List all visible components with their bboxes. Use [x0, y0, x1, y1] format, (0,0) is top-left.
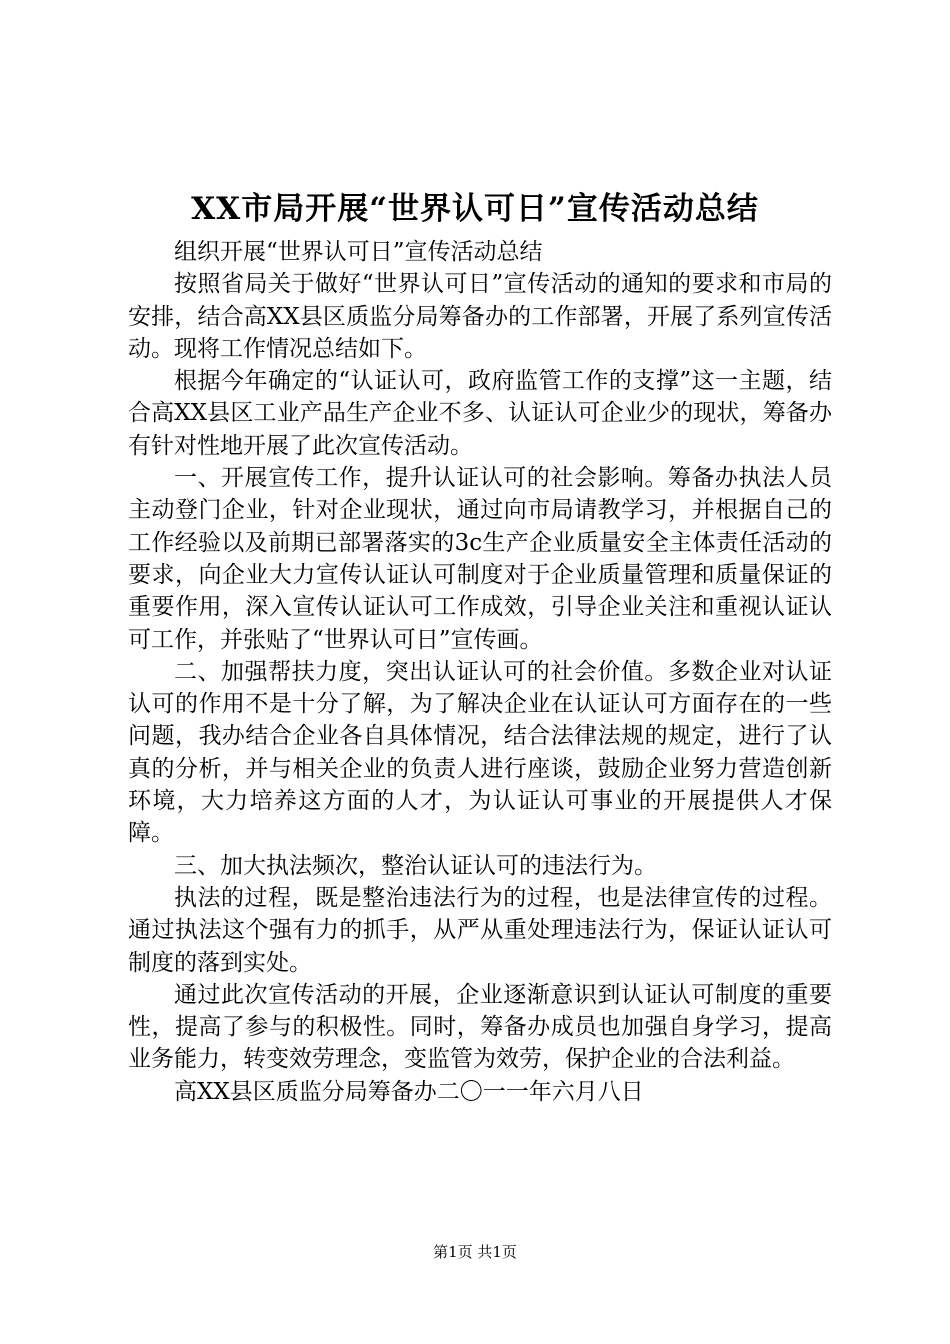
paragraph-conclusion: 通过此次宣传活动的开展，企业逐渐意识到认证认可制度的重要性，提高了参与的积极性。同时，筹备办成员也加强自身学习，提高业务能力，转变效劳理念，变监管为效劳，保护企业的合法利益。 — [128, 981, 832, 1073]
document-title: XX市局开展“世界认可日”宣传活动总结 — [191, 191, 759, 227]
paragraph-enforcement: 执法的过程，既是整治违法行为的过程，也是法律宣传的过程。通过执法这个强有力的抓手，从严从重处理违法行为，保证认证认可制度的落到实处。 — [128, 884, 832, 976]
paragraph-subtitle: 组织开展“世界认可日”宣传活动总结 — [174, 239, 543, 265]
document-body — [128, 236, 832, 1108]
paragraph-section-two: 二、加强帮扶力度，突出认证认可的社会价值。多数企业对认证认可的作用不是十分了解，为了解决企业在认证认可方面存在的一些问题，我办结合企业各自具体情况，结合法律法规的规定，进行了认真的分析，并与相关企业的负责人进行座谈，鼓励企业努力营造创新环境，大力培养这方面的人才，为认证认可事业的开展提供人才保障。 — [128, 658, 832, 847]
paragraph-theme: 根据今年确定的“认证认可，政府监管工作的支撑”这一主题，结合高XX县区工业产品生产企业不多、认证认可企业少的现状，筹备办有针对性地开展了此次宣传活动。 — [128, 368, 832, 459]
page-number-footer: 第1页 共1页 — [433, 1243, 517, 1261]
paragraph-intro: 按照省局关于做好“世界认可日”宣传活动的通知的要求和市局的安排，结合高XX县区质监分局筹备办的工作部署，开展了系列宣传活动。现将工作情况总结如下。 — [128, 271, 832, 362]
paragraph-section-one: 一、开展宣传工作，提升认证认可的社会影响。筹备办执法人员主动登门企业，针对企业现状，通过向市局请教学习，并根据自己的工作经验以及前期已部署落实的3c生产企业质量安全主体责任活动的要求，向企业大力宣传认证认可制度对于企业质量管理和质量保证的重要作用，深入宣传认证认可工作成效，引导企业关注和重视认证认可工作，并张贴了“世界认可日”宣传画。 — [128, 465, 832, 653]
paragraph-signature-date: 高XX县区质监分局筹备办二〇一一年六月八日 — [174, 1078, 644, 1105]
paragraph-section-three: 三、加大执法频次，整治认证认可的违法行为。 — [174, 852, 657, 879]
